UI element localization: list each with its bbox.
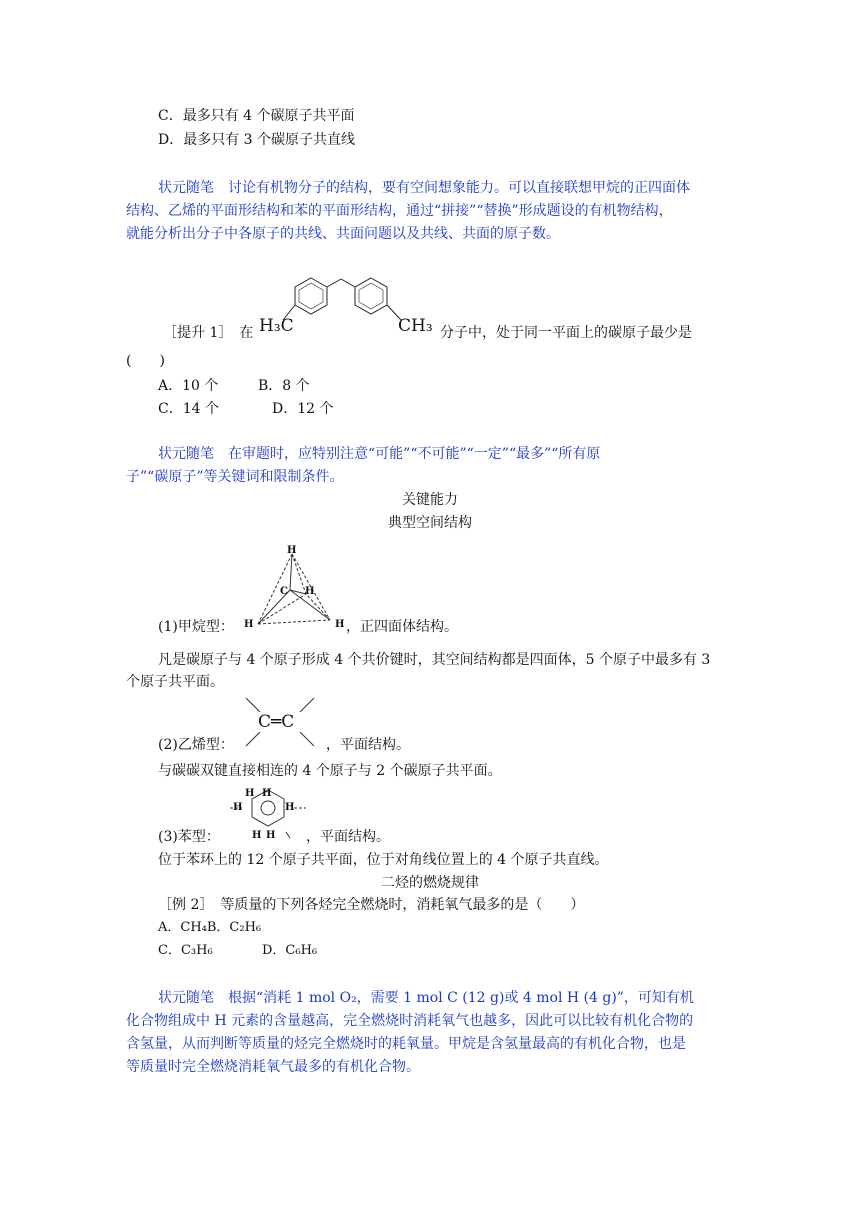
benzene-suffix: ，平面结构。	[306, 829, 390, 845]
benzene-label: (3)苯型：	[158, 829, 220, 845]
methane-desc-1: 凡是碳原子与 4 个原子形成 4 个共价键时，其空间结构都是四面体，5 个原子中最多有 3	[158, 652, 711, 668]
note-2-line-2: 子”“碳原子”等关键词和限制条件。	[126, 469, 344, 485]
methane-desc-2: 个原子共平面。	[126, 674, 224, 690]
benzene-atom-h-6: H	[266, 830, 276, 841]
tisheng-option-c: C．14 个	[158, 401, 219, 417]
example-2-option-d: D．C₆H₆	[262, 943, 318, 958]
methane-atom-h-left: H	[244, 619, 254, 630]
benzene-atom-h-1: H	[245, 788, 255, 799]
note-3-line-4: 等质量时完全燃烧消耗氧气最多的有机化合物。	[126, 1059, 420, 1075]
note-3-line-1: 状元随笔 根据“消耗 1 mol O₂，需要 1 mol C (12 g)或 4 mol H (4 g)”，可知有机	[158, 990, 694, 1006]
methane-label: (1)甲烷型：	[158, 619, 234, 635]
example-2-option-ab: A．CH₄B．C₂H₆	[158, 920, 262, 935]
tisheng-prefix: ［提升 1］ 在	[163, 325, 254, 341]
methane-atom-h-top: H	[287, 545, 297, 556]
methane-suffix: ，正四面体结构。	[346, 619, 458, 635]
section-subtitle-spatial-structure: 典型空间结构	[388, 515, 472, 531]
ethylene-label: (2)乙烯型：	[158, 737, 234, 753]
benzene-atom-h-3: H	[233, 802, 243, 813]
example-2-option-c: C．C₃H₆	[158, 943, 213, 958]
note-1-line-3: 就能分析出分子中各原子的共线、共面问题以及共线、共面的原子数。	[126, 226, 560, 242]
ethylene-desc: 与碳碳双键直接相连的 4 个原子与 2 个碳原子共平面。	[158, 763, 502, 779]
ethylene-formula: C═C	[258, 712, 295, 732]
section-title-combustion: 二烃的燃烧规律	[381, 875, 479, 891]
note-2-line-1: 状元随笔 在审题时，应特别注意“可能”“不可能”“一定”“最多”“所有原	[158, 446, 601, 462]
section-title-key-ability: 关键能力	[402, 492, 458, 508]
tisheng-option-a: A．10 个	[158, 378, 219, 394]
option-d: D．最多只有 3 个碳原子共直线	[158, 132, 356, 148]
benzene-atom-h-2: H	[262, 788, 272, 799]
ethylene-suffix: ，平面结构。	[326, 737, 410, 753]
tisheng-paren: ( )	[126, 353, 165, 369]
note-1-line-1: 状元随笔 讨论有机物分子的结构，要有空间想象能力。可以直接联想甲烷的正四面体	[158, 180, 690, 196]
methane-atom-c: C	[280, 586, 288, 597]
methane-atom-h-back: H	[305, 586, 315, 597]
h3c-label: H₃C	[259, 316, 294, 336]
ch3-label: CH₃	[398, 316, 433, 336]
methane-atom-h-right: H	[335, 619, 345, 630]
tisheng-option-b: B．8 个	[258, 378, 310, 394]
benzene-atom-h-4: H	[285, 802, 295, 813]
benzene-atom-h-5: H	[252, 830, 262, 841]
note-1-line-2: 结构、乙烯的平面形结构和苯的平面形结构，通过“拼接”“替换”形成题设的有机物结构，	[126, 203, 673, 219]
option-c: C．最多只有 4 个碳原子共平面	[158, 108, 355, 124]
tisheng-suffix: 分子中，处于同一平面上的碳原子最少是	[440, 325, 692, 341]
example-2-stem: ［例 2］ 等质量的下列各烃完全燃烧时，消耗氧气最多的是（ ）	[158, 897, 585, 913]
note-3-line-3: 含氢量，从而判断等质量的烃完全燃烧时的耗氧量。甲烷是含氢量最高的有机化合物，也是	[126, 1036, 686, 1052]
benzene-desc: 位于苯环上的 12 个原子共平面，位于对角线位置上的 4 个原子共直线。	[158, 852, 609, 868]
note-3-line-2: 化合物组成中 H 元素的含量越高，完全燃烧时消耗氧气也越多，因此可以比较有机化合物的	[126, 1013, 694, 1029]
tisheng-option-d: D．12 个	[272, 401, 334, 417]
